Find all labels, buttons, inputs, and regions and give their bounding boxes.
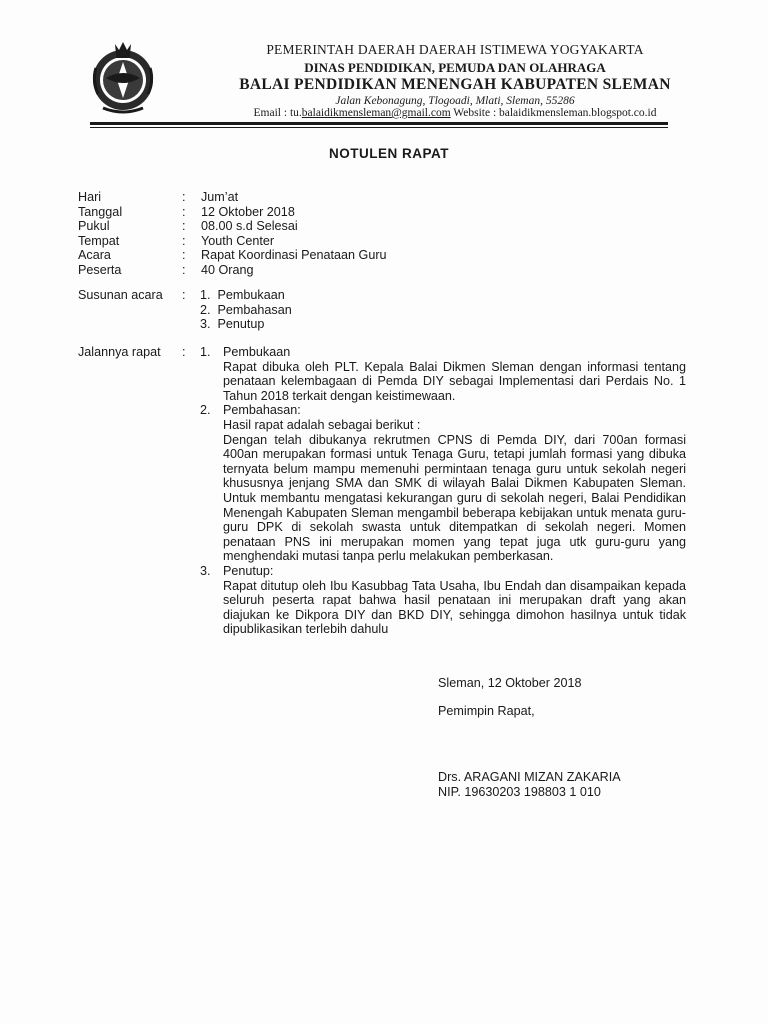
info-value: 12 Oktober 2018 [201, 204, 295, 219]
item-paragraph: Rapat ditutup oleh Ibu Kasubbag Tata Usaha, Ibu Endah dan disampaikan kepada seluruh peserta rapat bahwa hasil penataan ini merupakan draft yang akan diajukan ke Dikpora DIY dan BKD DIY, sehingga dimohon hasilnya untuk tidak dipublikasikan terlebih dahulu [223, 578, 686, 637]
government-emblem-icon [88, 38, 158, 118]
info-label: Tempat [78, 233, 120, 248]
agenda-label: Susunan acara [78, 288, 163, 302]
meeting-info [78, 190, 578, 278]
info-label: Peserta [78, 262, 122, 277]
letterhead-institution: BALAI PENDIDIKAN MENENGAH KABUPATEN SLEMAN [239, 76, 671, 93]
info-label: Acara [78, 248, 111, 263]
info-row [78, 205, 578, 220]
item-heading: Penutup: [223, 563, 274, 578]
info-row [78, 234, 578, 249]
info-row [78, 219, 578, 234]
info-colon: : [182, 233, 186, 248]
letterhead-government: PEMERINTAH DAERAH DAERAH ISTIMEWA YOGYAKARTA [266, 42, 644, 57]
info-value: Jum’at [201, 190, 239, 204]
agenda-item: 1. Pembukaan [200, 288, 285, 302]
item-paragraph: Rapat dibuka oleh PLT. Kepala Balai Dikmen Sleman dengan informasi tentang penataan kelembagaan di Pemda DIY sebagai Implementasi dari Perdais No. 1 Tahun 2018 terkait dengan keistimewaan. [223, 359, 686, 403]
info-value: Youth Center [201, 233, 275, 248]
agenda-item: 3. Penutup [200, 317, 265, 332]
info-colon: : [182, 248, 186, 263]
signer-nip: NIP. 19630203 198803 1 010 [438, 785, 601, 799]
info-value: 08.00 s.d Selesai [201, 219, 298, 234]
signer-name: Drs. ARAGANI MIZAN ZAKARIA [438, 770, 621, 784]
info-colon: : [182, 190, 186, 204]
signature-place-date: Sleman, 12 Oktober 2018 [438, 676, 582, 690]
email-prefix: Email : tu. [253, 107, 302, 119]
proceedings-item-closing [78, 564, 698, 637]
letterhead-rule-thin [90, 127, 668, 128]
info-value: 40 Orang [201, 262, 254, 277]
letterhead [88, 32, 678, 127]
info-label: Pukul [78, 219, 110, 234]
letterhead-address: Jalan Kebonagung, Tlogoadi, Mlati, Sleman, 55286 [335, 95, 575, 107]
item-number: 1. [200, 345, 211, 359]
proceedings-colon: : [182, 345, 186, 359]
item-paragraph: Hasil rapat adalah sebagai berikut : [223, 417, 421, 432]
item-heading: Pembahasan: [223, 403, 301, 418]
proceedings-item-discussion [78, 403, 698, 564]
agenda-item: 2. Pembahasan [200, 302, 292, 317]
signature-role: Pemimpin Rapat, [438, 704, 535, 718]
item-number: 2. [200, 403, 211, 418]
info-colon: : [182, 204, 186, 219]
agenda-section [78, 288, 698, 332]
info-row [78, 248, 578, 263]
proceedings-label: Jalannya rapat [78, 345, 161, 359]
item-heading: Pembukaan [223, 345, 291, 359]
document-title: NOTULEN RAPAT [329, 146, 449, 161]
item-number: 3. [200, 563, 211, 578]
proceedings-section [78, 345, 698, 637]
info-label: Hari [78, 190, 102, 204]
letterhead-contact [160, 107, 750, 119]
info-row [78, 190, 578, 205]
info-colon: : [182, 219, 186, 234]
website-text: Website : balaidikmensleman.blogspot.co.id [450, 107, 657, 119]
agenda-colon: : [182, 288, 186, 302]
email-link[interactable]: balaidikmensleman@gmail.com [301, 107, 451, 119]
info-colon: : [182, 262, 186, 277]
letterhead-department: DINAS PENDIDIKAN, PEMUDA DAN OLAHRAGA [304, 60, 606, 75]
item-paragraph: Dengan telah dibukanya rekrutmen CPNS di Pemda DIY, dari 700an formasi 400an merupakan formasi untuk Tenaga Guru, tetapi jumlah formasi yang dibuka ternyata belum mampu memenuhi permintaan tenaga guru untuk sekolah negeri khususnya jenjang SMA dan SMK di wilayah Balai Dikmen Kabupaten Sleman. Untuk membantu mengatasi kekurangan guru di sekolah negeri, Balai Pendidikan Menengah Kabupaten Sleman mengambil beberapa kebijakan untuk menata guru-guru DPK di sekolah swasta untuk ditempatkan di sekolah negeri. Momen penataan PNS ini merupakan momen yang tepat juga utk guru-guru yang menghendaki mutasi tanpa perlu melakukan pemberkasan. [223, 432, 686, 564]
info-label: Tanggal [78, 204, 123, 219]
letterhead-rule-thick [90, 122, 668, 125]
info-value: Rapat Koordinasi Penataan Guru [201, 248, 387, 263]
info-row [78, 263, 578, 278]
proceedings-item-opening [78, 345, 698, 403]
